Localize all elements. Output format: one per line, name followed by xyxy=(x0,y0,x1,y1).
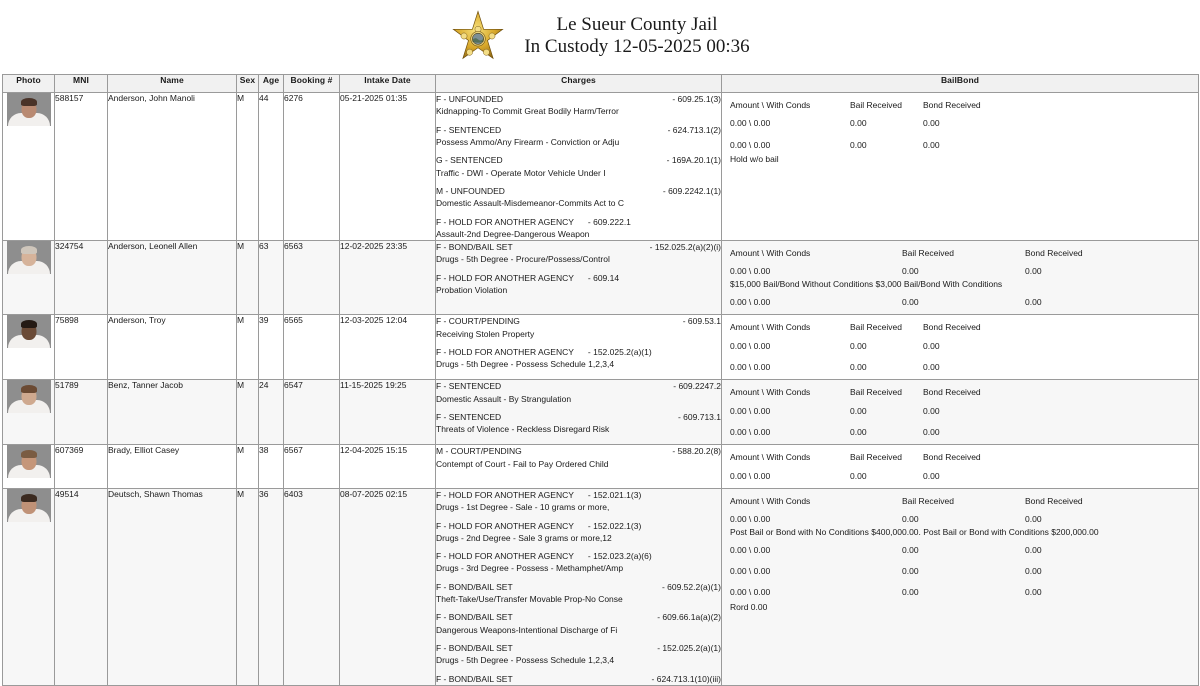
inmate-intake-date: 12-04-2025 15:15 xyxy=(340,445,436,489)
inmate-intake-date: 08-07-2025 02:15 xyxy=(340,488,436,685)
inmate-bailbond-cell xyxy=(722,241,1199,315)
table-row[interactable] xyxy=(3,445,1199,489)
bail-amount-with-conds: 0.00 \ 0.00 xyxy=(730,544,771,555)
column-header-bailbond[interactable]: BailBond xyxy=(722,75,1199,93)
bail-amount-with-conds: 0.00 \ 0.00 xyxy=(730,297,771,308)
bail-amount-row xyxy=(730,139,1192,151)
inmate-sex: M xyxy=(237,315,259,380)
inmate-bailbond-cell xyxy=(722,315,1199,380)
bail-amount-row xyxy=(730,361,1192,373)
charge-description: Drugs - 1st Degree - Sale - 10 grams or more, xyxy=(436,502,610,513)
bail-received-value: 0.00 xyxy=(902,266,919,277)
charge-statute-code: - 609.222.1 xyxy=(587,216,631,227)
inmate-photo-cell[interactable] xyxy=(3,445,55,489)
charge-statute-line xyxy=(436,346,721,358)
column-header-mni[interactable]: MNI xyxy=(55,75,108,93)
bail-column-headers xyxy=(730,495,1192,507)
bail-received-value: 0.00 xyxy=(902,514,919,525)
bail-header-bail-received: Bail Received xyxy=(850,100,902,110)
bail-header-bail-received: Bail Received xyxy=(850,452,902,463)
bail-amount-row xyxy=(730,544,1192,556)
charge-statute-line xyxy=(436,380,721,392)
charge-statute-code: - 152.021.1(3) xyxy=(587,489,642,500)
bail-conditions-note: Post Bail or Bond with No Conditions $400,000.00. Post Bail or Bond with Conditions $200,000.00 xyxy=(730,526,1099,537)
inmate-name: Deutsch, Shawn Thomas xyxy=(108,488,237,685)
mugshot-anderson-leonell-allen[interactable] xyxy=(7,241,51,274)
column-header-sex[interactable]: Sex xyxy=(237,75,259,93)
charge-description: Contempt of Court - Fail to Pay Ordered Child xyxy=(436,458,609,469)
charge-description: Assault-2nd Degree-Dangerous Weapon xyxy=(436,228,590,239)
charge-level-status: F - BOND/BAIL SET xyxy=(436,673,513,684)
bond-received-value: 0.00 xyxy=(923,405,940,416)
bail-amount-row xyxy=(730,565,1192,577)
bail-conditions-note: $15,000 Bail/Bond Without Conditions $3,000 Bail/Bond With Conditions xyxy=(730,278,1003,289)
column-header-photo[interactable]: Photo xyxy=(3,75,55,93)
bail-received-value: 0.00 xyxy=(850,362,867,372)
in-custody-roster-table xyxy=(2,74,1199,686)
inmate-bailbond-cell xyxy=(722,488,1199,685)
bail-status-note: Rord 0.00 xyxy=(730,601,768,612)
charge-block xyxy=(436,124,721,149)
inmate-bailbond-cell xyxy=(722,380,1199,445)
charge-description: Theft-Take/Use/Transfer Movable Prop-No Conse xyxy=(436,594,623,605)
charge-level-status: F - SENTENCED xyxy=(436,411,502,422)
bail-amount-with-conds: 0.00 \ 0.00 xyxy=(730,426,771,437)
bond-received-value: 0.00 xyxy=(923,426,940,437)
charge-block xyxy=(436,520,721,545)
bail-column-headers xyxy=(730,451,1192,463)
charge-level-status: F - HOLD FOR ANOTHER AGENCY xyxy=(436,272,574,283)
table-header-row xyxy=(3,75,1199,93)
charge-description: Receiving Stolen Property xyxy=(436,328,535,339)
bond-received-value: 0.00 xyxy=(923,139,940,150)
charge-statute-line xyxy=(436,673,721,685)
inmate-mni: 51789 xyxy=(55,380,108,445)
mugshot-brady-elliot-casey[interactable] xyxy=(7,445,51,478)
bail-amount-row xyxy=(730,586,1192,598)
charge-level-status: F - BOND/BAIL SET xyxy=(436,242,513,253)
charge-block xyxy=(436,550,721,575)
inmate-name: Anderson, Leonell Allen xyxy=(108,241,237,315)
charge-statute-line xyxy=(436,93,721,105)
inmate-name: Benz, Tanner Jacob xyxy=(108,380,237,445)
bail-amount-row xyxy=(730,405,1192,417)
bail-status-note: Hold w/o bail xyxy=(730,153,779,164)
charge-description: Threats of Violence - Reckless Disregard Risk xyxy=(436,424,610,435)
charge-level-status: M - COURT/PENDING xyxy=(436,446,522,457)
charge-statute-line xyxy=(436,445,721,457)
charge-statute-code: - 609.14 xyxy=(587,272,620,283)
charge-statute-line xyxy=(436,411,721,423)
inmate-intake-date: 05-21-2025 01:35 xyxy=(340,93,436,241)
inmate-intake-date: 12-02-2025 23:35 xyxy=(340,241,436,315)
bail-header-bail-received: Bail Received xyxy=(902,248,954,259)
bail-header-bail-received: Bail Received xyxy=(902,495,954,506)
column-header-age[interactable]: Age xyxy=(259,75,284,93)
inmate-age: 44 xyxy=(259,93,284,241)
bond-received-value: 0.00 xyxy=(1025,514,1042,525)
inmate-name: Anderson, Troy xyxy=(108,315,237,380)
charge-block xyxy=(436,346,721,371)
bail-column-headers xyxy=(730,247,1192,259)
bond-received-value: 0.00 xyxy=(923,362,940,372)
inmate-booking-number: 6547 xyxy=(284,380,340,445)
charge-statute-code: - 152.025.2(a)(2)(i) xyxy=(649,242,721,253)
column-header-charges[interactable]: Charges xyxy=(436,75,722,93)
inmate-charges-cell xyxy=(436,488,722,685)
charge-level-status: F - HOLD FOR ANOTHER AGENCY xyxy=(436,489,574,500)
bail-amount-with-conds: 0.00 \ 0.00 xyxy=(730,266,771,277)
bail-header-bail-received: Bail Received xyxy=(850,322,902,333)
table-body xyxy=(3,93,1199,686)
charge-level-status: F - BOND/BAIL SET xyxy=(436,612,513,623)
charge-statute-code: - 624.713.1(10)(iii) xyxy=(651,673,721,684)
charge-statute-line xyxy=(436,550,721,562)
bail-spacer xyxy=(730,352,1192,361)
bail-amount-row xyxy=(730,117,1192,129)
table-row[interactable] xyxy=(3,315,1199,380)
inmate-age: 36 xyxy=(259,488,284,685)
charge-statute-line xyxy=(436,611,721,623)
charge-level-status: F - SENTENCED xyxy=(436,381,502,392)
charge-statute-code: - 609.2247.2 xyxy=(673,381,721,392)
inmate-mni: 75898 xyxy=(55,315,108,380)
bail-amount-row xyxy=(730,340,1192,352)
charge-block xyxy=(436,272,721,297)
charge-statute-code: - 624.713.1(2) xyxy=(667,124,721,135)
bail-received-value: 0.00 xyxy=(850,118,867,129)
inmate-sex: M xyxy=(237,445,259,489)
charge-description: Dangerous Weapons-Intentional Discharge of Fi xyxy=(436,624,618,635)
charge-statute-code: - 169A.20.1(1) xyxy=(666,155,721,166)
charge-statute-code: - 609.66.1a(a)(2) xyxy=(657,612,721,623)
inmate-photo-cell[interactable] xyxy=(3,488,55,685)
inmate-charges-cell xyxy=(436,241,722,315)
charge-description: Domestic Assault-Misdemeanor-Commits Act to C xyxy=(436,198,624,209)
charge-block xyxy=(436,673,721,685)
charge-block xyxy=(436,642,721,667)
inmate-charges-cell xyxy=(436,380,722,445)
charge-statute-line xyxy=(436,272,721,284)
inmate-photo-cell[interactable] xyxy=(3,241,55,315)
bail-amount-with-conds: 0.00 \ 0.00 xyxy=(730,587,771,598)
bail-header-amount: Amount \ With Conds xyxy=(730,322,811,333)
charge-block xyxy=(436,216,721,241)
inmate-mni: 607369 xyxy=(55,445,108,489)
bail-amount-with-conds: 0.00 \ 0.00 xyxy=(730,405,771,416)
column-header-name[interactable]: Name xyxy=(108,75,237,93)
bail-spacer xyxy=(730,417,1192,426)
charge-statute-code: - 152.025.2(a)(1) xyxy=(657,643,721,653)
bail-column-headers xyxy=(730,321,1192,333)
charge-statute-code: - 609.52.2(a)(1) xyxy=(661,581,721,592)
inmate-sex: M xyxy=(237,488,259,685)
charge-description: Kidnapping-To Commit Great Bodily Harm/Terror xyxy=(436,106,619,117)
charge-level-status: F - HOLD FOR ANOTHER AGENCY xyxy=(436,520,574,531)
inmate-mni: 49514 xyxy=(55,488,108,685)
charge-level-status: M - UNFOUNDED xyxy=(436,185,505,196)
inmate-age: 63 xyxy=(259,241,284,315)
bond-received-value: 0.00 xyxy=(923,470,940,481)
inmate-mni: 324754 xyxy=(55,241,108,315)
bond-received-value: 0.00 xyxy=(923,118,940,129)
charge-block xyxy=(436,445,721,470)
inmate-booking-number: 6563 xyxy=(284,241,340,315)
mugshot-benz-tanner-jacob[interactable] xyxy=(7,380,51,413)
bail-amount-with-conds: 0.00 \ 0.00 xyxy=(730,514,771,525)
charge-block xyxy=(436,581,721,606)
table-header xyxy=(3,75,1199,93)
bail-received-value: 0.00 xyxy=(850,426,867,437)
bail-amount-with-conds: 0.00 \ 0.00 xyxy=(730,118,771,129)
charge-statute-line xyxy=(436,124,721,136)
bail-amount-row xyxy=(730,470,1192,482)
charge-statute-line xyxy=(436,154,721,166)
charge-statute-line xyxy=(436,642,721,654)
table-row[interactable] xyxy=(3,93,1199,241)
bail-header-amount: Amount \ With Conds xyxy=(730,248,811,259)
charge-level-status: F - COURT/PENDING xyxy=(436,316,520,327)
bail-header-amount: Amount \ With Conds xyxy=(730,387,811,398)
table-row[interactable] xyxy=(3,241,1199,315)
bail-header-amount: Amount \ With Conds xyxy=(730,495,811,506)
bail-amount-with-conds: 0.00 \ 0.00 xyxy=(730,340,771,351)
page-title: Le Sueur County Jail xyxy=(556,13,718,35)
inmate-photo-cell[interactable] xyxy=(3,380,55,445)
inmate-age: 38 xyxy=(259,445,284,489)
inmate-charges-cell xyxy=(436,93,722,241)
inmate-age: 39 xyxy=(259,315,284,380)
bail-amount-row xyxy=(730,513,1192,525)
charge-statute-line xyxy=(436,520,721,532)
inmate-intake-date: 11-15-2025 19:25 xyxy=(340,380,436,445)
bail-column-headers xyxy=(730,99,1192,111)
bail-header-bond-received: Bond Received xyxy=(1025,248,1083,259)
mugshot-deutsch-shawn-thomas[interactable] xyxy=(7,489,51,522)
charge-statute-line xyxy=(436,489,721,501)
charge-description: Drugs - 5th Degree - Possess Schedule 1,2,3,4 xyxy=(436,359,615,370)
column-header-intake[interactable]: Intake Date xyxy=(340,75,436,93)
bail-spacer xyxy=(730,556,1192,565)
charge-block xyxy=(436,611,721,636)
bail-header-bond-received: Bond Received xyxy=(923,452,981,463)
bond-received-value: 0.00 xyxy=(923,340,940,351)
inmate-name: Brady, Elliot Casey xyxy=(108,445,237,489)
mugshot-anderson-troy[interactable] xyxy=(7,315,51,348)
inmate-photo-cell[interactable] xyxy=(3,315,55,380)
charge-level-status: F - HOLD FOR ANOTHER AGENCY xyxy=(436,216,574,227)
bail-spacer xyxy=(730,130,1192,139)
charge-level-status: F - UNFOUNDED xyxy=(436,94,504,104)
charge-statute-code: - 609.53.1 xyxy=(682,316,721,327)
charge-description: Drugs - 3rd Degree - Possess - Methamphet/Amp xyxy=(436,563,624,574)
bail-amount-with-conds: 0.00 \ 0.00 xyxy=(730,566,771,577)
charge-statute-code: - 152.023.2(a)(6) xyxy=(587,551,652,562)
bail-amount-with-conds: 0.00 \ 0.00 xyxy=(730,470,771,481)
inmate-booking-number: 6565 xyxy=(284,315,340,380)
bail-header-bond-received: Bond Received xyxy=(923,100,981,110)
inmate-sex: M xyxy=(237,241,259,315)
bail-column-headers xyxy=(730,386,1192,398)
charge-statute-code: - 152.025.2(a)(1) xyxy=(587,347,652,357)
charge-statute-code: - 588.20.2(8) xyxy=(672,446,721,457)
bail-received-value: 0.00 xyxy=(902,297,919,308)
inmate-booking-number: 6276 xyxy=(284,93,340,241)
charge-level-status: G - SENTENCED xyxy=(436,155,503,166)
charge-statute-line xyxy=(436,581,721,593)
charge-block xyxy=(436,185,721,210)
charge-block xyxy=(436,380,721,405)
inmate-mni: 588157 xyxy=(55,93,108,241)
inmate-bailbond-cell xyxy=(722,93,1199,241)
charge-description: Drugs - 2nd Degree - Sale 3 grams or more,12 xyxy=(436,532,612,543)
charge-level-status: F - HOLD FOR ANOTHER AGENCY xyxy=(436,551,574,562)
charge-block xyxy=(436,154,721,179)
bail-received-value: 0.00 xyxy=(850,405,867,416)
bail-header-amount: Amount \ With Conds xyxy=(730,452,811,463)
charge-block xyxy=(436,411,721,436)
bail-received-value: 0.00 xyxy=(902,544,919,555)
charge-statute-line xyxy=(436,315,721,327)
bail-header-amount: Amount \ With Conds xyxy=(730,100,811,110)
charge-description: Domestic Assault - By Strangulation xyxy=(436,393,572,404)
sheriff-star-badge-icon xyxy=(450,8,506,64)
inmate-booking-number: 6403 xyxy=(284,488,340,685)
bond-received-value: 0.00 xyxy=(1025,297,1042,308)
charge-statute-code: - 609.2242.1(1) xyxy=(662,185,721,196)
charge-description: Traffic - DWI - Operate Motor Vehicle Under I xyxy=(436,167,606,178)
inmate-charges-cell xyxy=(436,315,722,380)
charge-block xyxy=(436,489,721,514)
bail-received-value: 0.00 xyxy=(850,340,867,351)
page-header xyxy=(0,0,1200,74)
charge-statute-code: - 609.713.1 xyxy=(677,411,721,422)
charge-level-status: F - SENTENCED xyxy=(436,124,502,135)
bail-received-value: 0.00 xyxy=(850,470,867,481)
bail-amount-row xyxy=(730,296,1192,308)
charge-description: Drugs - 5th Degree - Possess Schedule 1,2,3,4 xyxy=(436,655,615,666)
charge-statute-line xyxy=(436,185,721,197)
table-row[interactable] xyxy=(3,488,1199,685)
charge-block xyxy=(436,93,721,118)
bail-header-bail-received: Bail Received xyxy=(850,387,902,398)
bond-received-value: 0.00 xyxy=(1025,566,1042,577)
header-titles xyxy=(524,14,749,59)
inmate-name: Anderson, John Manoli xyxy=(108,93,237,241)
bail-received-value: 0.00 xyxy=(850,139,867,150)
bond-received-value: 0.00 xyxy=(1025,587,1042,598)
charge-statute-line xyxy=(436,241,721,253)
inmate-sex: M xyxy=(237,93,259,241)
table-row[interactable] xyxy=(3,380,1199,445)
bail-amount-row xyxy=(730,426,1192,438)
charge-level-status: F - HOLD FOR ANOTHER AGENCY xyxy=(436,347,574,357)
charge-level-status: F - BOND/BAIL SET xyxy=(436,581,513,592)
bail-amount-with-conds: 0.00 \ 0.00 xyxy=(730,362,771,372)
inmate-sex: M xyxy=(237,380,259,445)
bail-amount-row xyxy=(730,265,1192,277)
charge-description: Drugs - 5th Degree - Procure/Possess/Control xyxy=(436,254,610,265)
charge-level-status: F - BOND/BAIL SET xyxy=(436,643,513,653)
inmate-charges-cell xyxy=(436,445,722,489)
bail-header-bond-received: Bond Received xyxy=(923,387,981,398)
charge-statute-code: - 609.25.1(3) xyxy=(672,94,721,104)
bond-received-value: 0.00 xyxy=(1025,544,1042,555)
column-header-booking[interactable]: Booking # xyxy=(284,75,340,93)
charge-block xyxy=(436,315,721,340)
bail-header-bond-received: Bond Received xyxy=(923,322,981,333)
charge-description: Possess Ammo/Any Firearm - Conviction or Adju xyxy=(436,136,620,147)
bail-received-value: 0.00 xyxy=(902,587,919,598)
page-subtitle: In Custody 12-05-2025 00:36 xyxy=(524,36,750,57)
inmate-intake-date: 12-03-2025 12:04 xyxy=(340,315,436,380)
charge-block xyxy=(436,241,721,266)
charge-description: Probation Violation xyxy=(436,285,508,296)
charge-statute-line xyxy=(436,216,721,228)
bail-spacer xyxy=(730,577,1192,586)
inmate-age: 24 xyxy=(259,380,284,445)
bail-amount-with-conds: 0.00 \ 0.00 xyxy=(730,139,771,150)
bail-received-value: 0.00 xyxy=(902,566,919,577)
charge-statute-code: - 152.022.1(3) xyxy=(587,520,642,531)
inmate-photo-cell[interactable] xyxy=(3,93,55,241)
inmate-booking-number: 6567 xyxy=(284,445,340,489)
mugshot-anderson-john-manoli[interactable] xyxy=(7,93,51,126)
inmate-bailbond-cell xyxy=(722,445,1199,489)
bail-header-bond-received: Bond Received xyxy=(1025,495,1083,506)
bond-received-value: 0.00 xyxy=(1025,266,1042,277)
